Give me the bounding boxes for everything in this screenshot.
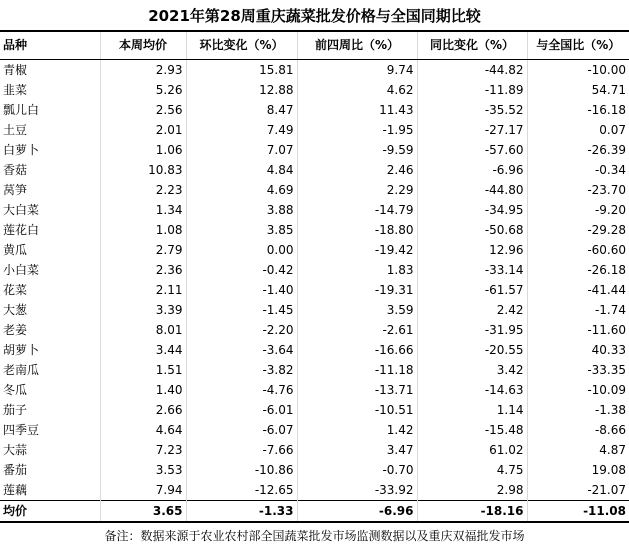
weekly-avg-price-cell: 4.64 — [100, 420, 186, 440]
week-on-week-cell: 0.00 — [186, 240, 297, 260]
week-on-week-cell: 15.81 — [186, 60, 297, 81]
header-vs-previous-four-weeks: 前四周比（%） — [297, 31, 417, 60]
weekly-avg-price-cell: 3.44 — [100, 340, 186, 360]
vs-four-weeks-cell: 3.59 — [297, 300, 417, 320]
header-weekly-avg-price: 本周均价 — [100, 31, 186, 60]
week-on-week-cell: -7.66 — [186, 440, 297, 460]
variety-cell: 大白菜 — [0, 200, 100, 220]
table-row — [0, 280, 629, 300]
variety-cell: 瓢儿白 — [0, 100, 100, 120]
vs-four-weeks-cell: -10.51 — [297, 400, 417, 420]
vs-four-weeks-cell: 3.47 — [297, 440, 417, 460]
weekly-avg-price-cell: 1.40 — [100, 380, 186, 400]
table-row — [0, 380, 629, 400]
vs-four-weeks-cell: -19.42 — [297, 240, 417, 260]
vs-national-cell: 40.33 — [591, 343, 626, 357]
weekly-avg-price-cell: 1.06 — [100, 140, 186, 160]
vs-four-weeks-cell: 9.74 — [297, 60, 417, 81]
vs-four-weeks-cell: -0.70 — [297, 460, 417, 480]
table-row — [0, 180, 629, 200]
table-row — [0, 320, 629, 340]
table-body — [0, 60, 629, 501]
variety-cell: 冬瓜 — [0, 380, 100, 400]
year-on-year-cell: -33.14 — [417, 260, 527, 280]
vs-national-cell: -1.38 — [594, 403, 626, 417]
week-on-week-cell: -1.40 — [186, 280, 297, 300]
weekly-avg-price-cell: 3.53 — [100, 460, 186, 480]
vs-national-cell: -60.60 — [587, 243, 626, 257]
week-on-week-cell: 3.88 — [186, 200, 297, 220]
year-on-year-cell: -15.48 — [417, 420, 527, 440]
vs-four-weeks-cell: 2.46 — [297, 160, 417, 180]
header-variety: 品种 — [0, 31, 100, 60]
source-note: 备注：数据来源于农业农村部全国蔬菜批发市场监测数据以及重庆双福批发市场 — [104, 529, 525, 543]
vs-national-cell: -16.18 — [587, 103, 626, 117]
variety-cell: 番茄 — [0, 460, 100, 480]
year-on-year-cell: -50.68 — [417, 220, 527, 240]
weekly-avg-price-cell: 1.08 — [100, 220, 186, 240]
weekly-avg-price-cell: 3.39 — [100, 300, 186, 320]
year-on-year-cell: 61.02 — [417, 440, 527, 460]
vs-four-weeks-cell: -11.18 — [297, 360, 417, 380]
vs-four-weeks-cell: 4.62 — [297, 80, 417, 100]
average-vs-national: -11.08 — [527, 501, 629, 523]
week-on-week-cell: -6.01 — [186, 400, 297, 420]
variety-cell: 莲花白 — [0, 220, 100, 240]
week-on-week-cell: -4.76 — [186, 380, 297, 400]
vs-national-cell: -41.44 — [587, 283, 626, 297]
table-title: 2021年第28周重庆蔬菜批发价格与全国同期比较 — [148, 7, 481, 25]
vs-national-cell: -21.07 — [587, 483, 626, 497]
average-row — [0, 501, 629, 523]
year-on-year-cell: -20.55 — [417, 340, 527, 360]
year-on-year-cell: -57.60 — [417, 140, 527, 160]
vs-national-cell: -23.70 — [587, 183, 626, 197]
vs-four-weeks-cell: -19.31 — [297, 280, 417, 300]
average-week-on-week: -1.33 — [186, 501, 297, 523]
weekly-avg-price-cell: 2.79 — [100, 240, 186, 260]
vs-national-cell: -11.60 — [587, 323, 626, 337]
week-on-week-cell: -0.42 — [186, 260, 297, 280]
weekly-avg-price-cell: 2.66 — [100, 400, 186, 420]
weekly-avg-price-cell: 2.01 — [100, 120, 186, 140]
vs-four-weeks-cell: -16.66 — [297, 340, 417, 360]
week-on-week-cell: -2.20 — [186, 320, 297, 340]
table-row — [0, 340, 629, 360]
year-on-year-cell: -6.96 — [417, 160, 527, 180]
vs-four-weeks-cell: 11.43 — [297, 100, 417, 120]
table-row — [0, 60, 629, 81]
week-on-week-cell: -12.65 — [186, 480, 297, 501]
vs-four-weeks-cell: -13.71 — [297, 380, 417, 400]
table-row — [0, 480, 629, 501]
week-on-week-cell: 4.84 — [186, 160, 297, 180]
variety-cell: 青椒 — [0, 60, 100, 81]
table-row — [0, 420, 629, 440]
table-row — [0, 240, 629, 260]
week-on-week-cell: -6.07 — [186, 420, 297, 440]
weekly-avg-price-cell: 10.83 — [100, 160, 186, 180]
table-row — [0, 120, 629, 140]
vs-national-cell: -26.39 — [587, 143, 626, 157]
year-on-year-cell: 3.42 — [417, 360, 527, 380]
weekly-avg-price-cell: 2.93 — [100, 60, 186, 81]
table-row — [0, 160, 629, 180]
table-row — [0, 100, 629, 120]
year-on-year-cell: -61.57 — [417, 280, 527, 300]
week-on-week-cell: 7.49 — [186, 120, 297, 140]
vs-national-cell: -1.74 — [594, 303, 626, 317]
variety-cell: 香菇 — [0, 160, 100, 180]
weekly-avg-price-cell: 2.11 — [100, 280, 186, 300]
table-row — [0, 460, 629, 480]
year-on-year-cell: -44.82 — [417, 60, 527, 81]
table-row — [0, 140, 629, 160]
vs-national-cell: -0.34 — [594, 163, 626, 177]
variety-cell: 胡萝卜 — [0, 340, 100, 360]
vs-national-cell: 19.08 — [591, 463, 626, 477]
vs-national-cell: -29.28 — [587, 223, 626, 237]
average-label: 均价 — [0, 501, 100, 523]
variety-cell: 茄子 — [0, 400, 100, 420]
week-on-week-cell: -3.64 — [186, 340, 297, 360]
table-row — [0, 80, 629, 100]
week-on-week-cell: -1.45 — [186, 300, 297, 320]
vs-four-weeks-cell: -2.61 — [297, 320, 417, 340]
week-on-week-cell: 7.07 — [186, 140, 297, 160]
year-on-year-cell: -31.95 — [417, 320, 527, 340]
vs-four-weeks-cell: 2.29 — [297, 180, 417, 200]
weekly-avg-price-cell: 8.01 — [100, 320, 186, 340]
weekly-avg-price-cell: 5.26 — [100, 80, 186, 100]
table-row — [0, 260, 629, 280]
weekly-avg-price-cell: 7.23 — [100, 440, 186, 460]
vs-four-weeks-cell: 1.42 — [297, 420, 417, 440]
weekly-avg-price-cell: 2.23 — [100, 180, 186, 200]
price-comparison-table — [0, 30, 629, 523]
weekly-avg-price-cell: 2.36 — [100, 260, 186, 280]
vs-national-cell: -10.09 — [587, 383, 626, 397]
variety-cell: 四季豆 — [0, 420, 100, 440]
variety-cell: 土豆 — [0, 120, 100, 140]
weekly-avg-price-cell: 1.51 — [100, 360, 186, 380]
year-on-year-cell: 1.14 — [417, 400, 527, 420]
year-on-year-cell: -27.17 — [417, 120, 527, 140]
vs-four-weeks-cell: -18.80 — [297, 220, 417, 240]
vs-national-cell: -9.20 — [594, 203, 626, 217]
week-on-week-cell: -3.82 — [186, 360, 297, 380]
table-row — [0, 400, 629, 420]
variety-cell: 老南瓜 — [0, 360, 100, 380]
average-year-on-year: -18.16 — [417, 501, 527, 523]
variety-cell: 花菜 — [0, 280, 100, 300]
average-vs-four-weeks: -6.96 — [297, 501, 417, 523]
variety-cell: 白萝卜 — [0, 140, 100, 160]
variety-cell: 大蒜 — [0, 440, 100, 460]
variety-cell: 大葱 — [0, 300, 100, 320]
header-row — [0, 31, 629, 60]
vs-four-weeks-cell: -33.92 — [297, 480, 417, 501]
year-on-year-cell: 12.96 — [417, 240, 527, 260]
table-row — [0, 300, 629, 320]
week-on-week-cell: 4.69 — [186, 180, 297, 200]
vs-national-cell: -33.35 — [587, 363, 626, 377]
vs-national-cell: 0.07 — [599, 123, 626, 137]
average-weekly-price: 3.65 — [100, 501, 186, 523]
year-on-year-cell: -34.95 — [417, 200, 527, 220]
vs-national-cell: 54.71 — [591, 83, 626, 97]
vs-national-cell: -10.00 — [587, 63, 626, 77]
vs-four-weeks-cell: -9.59 — [297, 140, 417, 160]
year-on-year-cell: -35.52 — [417, 100, 527, 120]
table-row — [0, 200, 629, 220]
variety-cell: 莴笋 — [0, 180, 100, 200]
header-year-on-year-change: 同比变化（%） — [417, 31, 527, 60]
vs-four-weeks-cell: -1.95 — [297, 120, 417, 140]
variety-cell: 黄瓜 — [0, 240, 100, 260]
variety-cell: 小白菜 — [0, 260, 100, 280]
week-on-week-cell: 12.88 — [186, 80, 297, 100]
variety-cell: 莲藕 — [0, 480, 100, 501]
vs-national-cell: -26.18 — [587, 263, 626, 277]
table-row — [0, 360, 629, 380]
weekly-avg-price-cell: 2.56 — [100, 100, 186, 120]
year-on-year-cell: -44.80 — [417, 180, 527, 200]
header-vs-national: 与全国比（%） — [527, 31, 629, 60]
vs-four-weeks-cell: 1.83 — [297, 260, 417, 280]
year-on-year-cell: 2.42 — [417, 300, 527, 320]
header-week-on-week-change: 环比变化（%） — [186, 31, 297, 60]
vs-national-cell: 4.87 — [599, 443, 626, 457]
vs-four-weeks-cell: -14.79 — [297, 200, 417, 220]
weekly-avg-price-cell: 1.34 — [100, 200, 186, 220]
vs-national-cell: -8.66 — [594, 423, 626, 437]
year-on-year-cell: -14.63 — [417, 380, 527, 400]
week-on-week-cell: 8.47 — [186, 100, 297, 120]
week-on-week-cell: -10.86 — [186, 460, 297, 480]
year-on-year-cell: 2.98 — [417, 480, 527, 501]
variety-cell: 韭菜 — [0, 80, 100, 100]
year-on-year-cell: -11.89 — [417, 80, 527, 100]
year-on-year-cell: 4.75 — [417, 460, 527, 480]
variety-cell: 老姜 — [0, 320, 100, 340]
week-on-week-cell: 3.85 — [186, 220, 297, 240]
table-row — [0, 220, 629, 240]
weekly-avg-price-cell: 7.94 — [100, 480, 186, 501]
table-row — [0, 440, 629, 460]
